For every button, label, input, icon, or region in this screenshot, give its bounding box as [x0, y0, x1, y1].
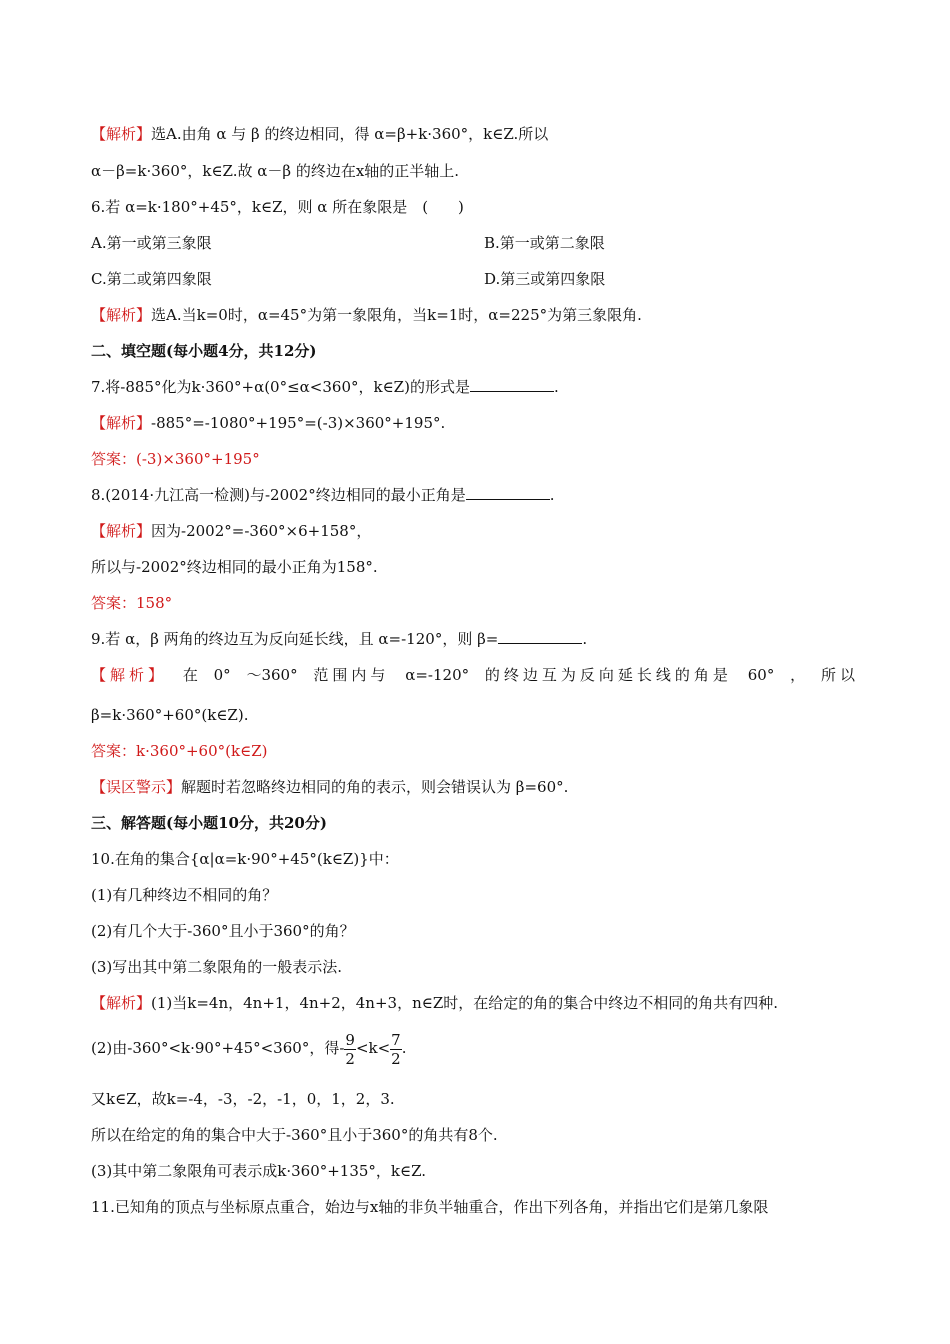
q6-options-row2: [91, 269, 859, 289]
fraction-numerator: 9: [345, 1030, 355, 1049]
q9-analysis-word: 0°: [213, 666, 231, 684]
q8-stem-text: 8.(2014·九江高一检测)与-2002°终边相同的最小正角是: [91, 486, 466, 504]
q10-part3: (3)写出其中第二象限角的一般表示法.: [91, 958, 343, 976]
q10-analysis-end: .: [401, 1039, 407, 1057]
q10-stem: 10.在角的集合{α|α=k·90°+45°(k∈Z)}中：: [91, 850, 399, 868]
analysis-tag: 【解析】: [91, 994, 152, 1012]
q10-analysis-line5: (3)其中第二象限角可表示成k·360°+135°，k∈Z.: [91, 1162, 427, 1180]
q10-part2: (2)有几个大于-360°且小于360°的角？: [91, 922, 355, 940]
q5-analysis-text1: 选A.由角 α 与 β 的终边相同，得 α=β+k·360°，k∈Z.所以: [151, 125, 549, 143]
q8-answer: 答案：158°: [91, 594, 173, 612]
q7-analysis-text: -885°=-1080°+195°=(-3)×360°+195°.: [151, 414, 446, 432]
q6-analysis-text: 选A.当k=0时，α=45°为第一象限角，当k=1时，α=225°为第三象限角.: [151, 306, 642, 324]
section3-heading: 三、解答题(每小题10分，共20分): [91, 814, 327, 832]
q9-warning-text: 解题时若忽略终边相同的角的表示，则会错误认为 β=60°.: [181, 778, 569, 796]
analysis-tag: 【解析】: [91, 414, 152, 432]
q9-answer: 答案：k·360°+60°(k∈Z): [91, 742, 268, 760]
q10-analysis-pre: (2)由-360°<k·90°+45°<360°，得-: [91, 1039, 345, 1057]
q10-part1: (1)有几种终边不相同的角？: [91, 886, 278, 904]
q6-analysis: [91, 305, 642, 325]
q9-analysis-word: ，: [790, 666, 806, 684]
q6-options-row1: [91, 233, 859, 253]
fraction-seven-halves: [390, 1031, 402, 1068]
q10-analysis-mid: <k<: [355, 1039, 391, 1057]
q7-stem-end: .: [553, 378, 559, 396]
q6-option-a: A.第一或第三象限: [91, 234, 212, 252]
fraction-denominator: 2: [345, 1049, 355, 1068]
q10-analysis-text1: (1)当k=4n，4n+1，4n+2，4n+3，n∈Z时，在给定的角的集合中终边不相同的角共有四种.: [151, 994, 779, 1012]
section2-heading: 二、填空题(每小题4分，共12分): [91, 342, 317, 360]
q9-analysis-word: α=-120°: [405, 666, 470, 684]
q9-analysis-word: 60°: [747, 666, 775, 684]
q8-stem: [91, 485, 554, 505]
q8-analysis-line1: [91, 521, 371, 541]
q6-stem: 6.若 α=k·180°+45°，k∈Z，则 α 所在象限是 ( ): [91, 198, 464, 216]
q9-analysis-word: 范围内与: [313, 666, 390, 684]
q7-stem-text: 7.将-885°化为k·360°+α(0°≤α<360°，k∈Z)的形式是: [91, 378, 470, 396]
analysis-tag: 【解析】: [91, 522, 152, 540]
q9-stem-text: 9.若 α，β 两角的终边互为反向延长线，且 α=-120°，则 β=: [91, 630, 499, 648]
q8-analysis-line2: 所以与-2002°终边相同的最小正角为158°.: [91, 558, 378, 576]
q9-stem-end: .: [582, 630, 588, 648]
q6-option-d: D.第三或第四象限: [484, 270, 606, 288]
q6-option-b: B.第一或第二象限: [484, 234, 605, 252]
analysis-tag: 【解析】: [91, 125, 152, 143]
q9-analysis-word: 的终边互为反向延长线的角是: [484, 666, 732, 684]
q11-stem: 11.已知角的顶点与坐标原点重合，始边与x轴的非负半轴重合，作出下列各角，并指出它们是第几象限: [91, 1198, 769, 1216]
q9-analysis-line2: β=k·360°+60°(k∈Z).: [91, 706, 249, 724]
q8-stem-end: .: [549, 486, 555, 504]
fraction-nine-halves: [344, 1031, 356, 1068]
q10-analysis-line1: [91, 993, 778, 1013]
analysis-tag: 【解析】: [91, 666, 168, 684]
q10-analysis-line3: 又k∈Z，故k=-4，-3，-2，-1，0，1，2，3.: [91, 1090, 395, 1108]
q9-analysis-line1: [91, 665, 859, 685]
q9-answer-blank: [498, 629, 582, 644]
q10-analysis-line2: [91, 1030, 407, 1068]
analysis-tag: 【解析】: [91, 306, 152, 324]
q9-analysis-word: 所以: [820, 666, 859, 684]
q7-answer: 答案：(-3)×360°+195°: [91, 450, 260, 468]
q5-analysis-line2: α－β=k·360°，k∈Z.故 α－β 的终边在x轴的正半轴上.: [91, 162, 460, 180]
q6-option-c: C.第二或第四象限: [91, 270, 212, 288]
q9-stem: [91, 629, 587, 649]
fraction-denominator: 2: [391, 1049, 401, 1068]
q9-analysis-word: 在: [182, 666, 198, 684]
q7-analysis: [91, 413, 445, 433]
fraction-numerator: 7: [391, 1030, 401, 1049]
q10-analysis-line4: 所以在给定的角的集合中大于-360°且小于360°的角共有8个.: [91, 1126, 498, 1144]
q5-analysis-line1: [91, 124, 548, 144]
q8-analysis-text1: 因为-2002°=-360°×6+158°，: [151, 522, 372, 540]
q9-warning: [91, 777, 568, 797]
q8-answer-blank: [466, 485, 550, 500]
q7-stem: [91, 377, 559, 397]
warning-tag: 【误区警示】: [91, 778, 182, 796]
q9-analysis-word: ～360°: [246, 666, 298, 684]
q7-answer-blank: [470, 377, 554, 392]
